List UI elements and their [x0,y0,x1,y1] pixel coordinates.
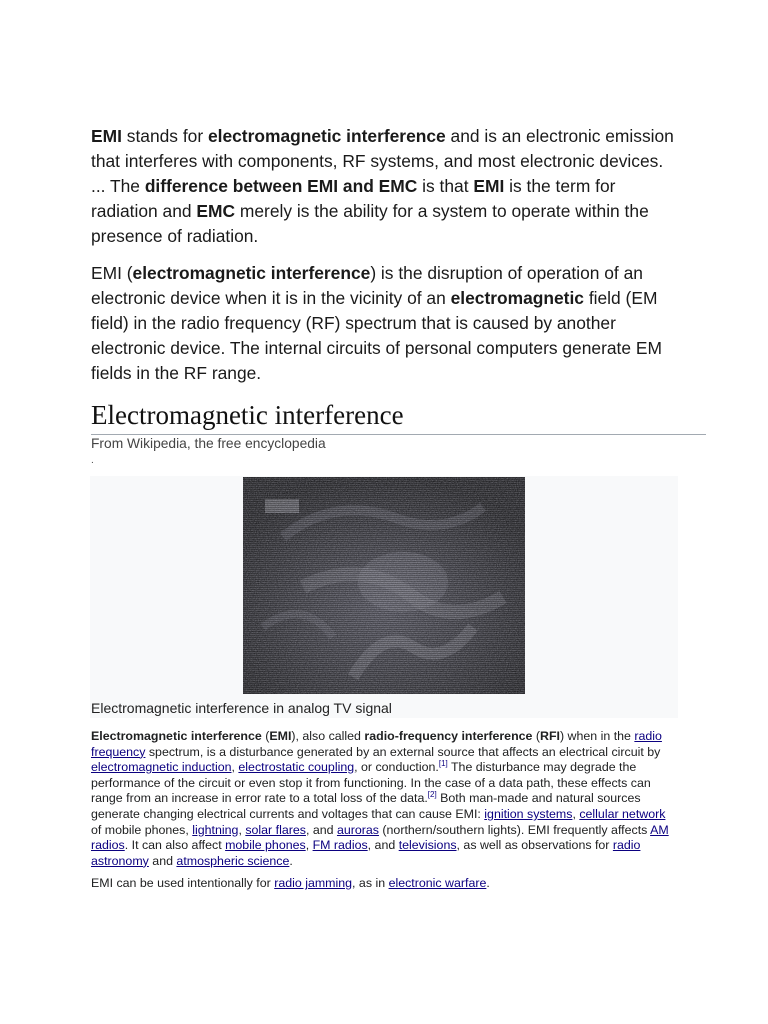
link-lightning[interactable]: lightning [192,822,239,837]
article-paragraph-1: Electromagnetic interference (EMI), also called radio-frequency interference (RFI) when in the radio frequency spectrum, is a disturbance generated by an external source that affects an electrical circuit by electromagnetic induction, electrostatic coupling, or conduction.[1] The disturbance may degrade the performance of the circuit or even stop it from functioning. In the case of a data path, these effects can range from an increase in error rate to a total loss of the data.[2] Both man-made and natural sources generate changing electrical currents and voltages that can cause EMI: ignition systems, cellular network of mobile phones, lightning, solar flares, and auroras (northern/southern lights). EMI frequently affects AM radios. It can also affect mobile phones, FM radios, and televisions, as well as observations for radio astronomy and atmospheric science. [91,729,669,868]
tv-static-picture [243,477,525,694]
link-ignition-systems[interactable]: ignition systems [484,806,573,821]
link-cellular-network[interactable]: cellular network [579,806,666,821]
intro-paragraph-1: EMI stands for electromagnetic interference and is an electronic emission that interferes with components, RF systems, and most electronic devices. ... The difference between EMI and EMC is that EMI is the term for radiation and EMC merely is the ability for a system to operate within the presence of radiation. [91,126,674,246]
intro-paragraph-2: EMI (electromagnetic interference) is the disruption of operation of an electronic device when it is in the vicinity of an electromagnetic field (EM field) in the radio frequency (RF) spectrum that is caused by another electronic device. The internal circuits of personal computers generate EM fields in the RF range. [91,263,662,383]
link-radio-jamming[interactable]: radio jamming [274,876,353,891]
link-mobile-phones[interactable]: mobile phones [225,838,306,853]
figure-box [90,476,678,718]
link-radio-astronomy[interactable]: radio astronomy [91,838,641,868]
link-atmospheric-science[interactable]: atmospheric science [176,853,290,868]
link-am-radios[interactable]: AM radios [91,822,669,853]
link-fm-radios[interactable]: FM radios [312,838,368,853]
article-subtitle: From Wikipedia, the free encyclopedia [91,436,326,451]
citation-1[interactable]: [1] [438,759,448,769]
link-electromagnetic-induction[interactable]: electromagnetic induction [91,760,232,775]
link-radio-frequency[interactable]: radio frequency [91,729,662,759]
link-televisions[interactable]: televisions [398,838,457,853]
article-title: Electromagnetic interference [91,398,706,435]
figure-caption: Electromagnetic interference in analog TV signal [91,700,392,716]
tv-interference-image [243,477,525,694]
article-body [91,729,671,892]
citation-2[interactable]: [2] [427,790,437,800]
intro-section [91,124,681,398]
link-solar-flares[interactable]: solar flares [245,822,306,837]
link-electrostatic-coupling[interactable]: electrostatic coupling [238,760,355,775]
link-electronic-warfare[interactable]: electronic warfare [388,876,487,891]
article-paragraph-2: EMI can be used intentionally for radio jamming, as in electronic warfare. [91,876,490,891]
link-auroras[interactable]: auroras [336,822,379,837]
stray-dot: . [91,455,94,466]
